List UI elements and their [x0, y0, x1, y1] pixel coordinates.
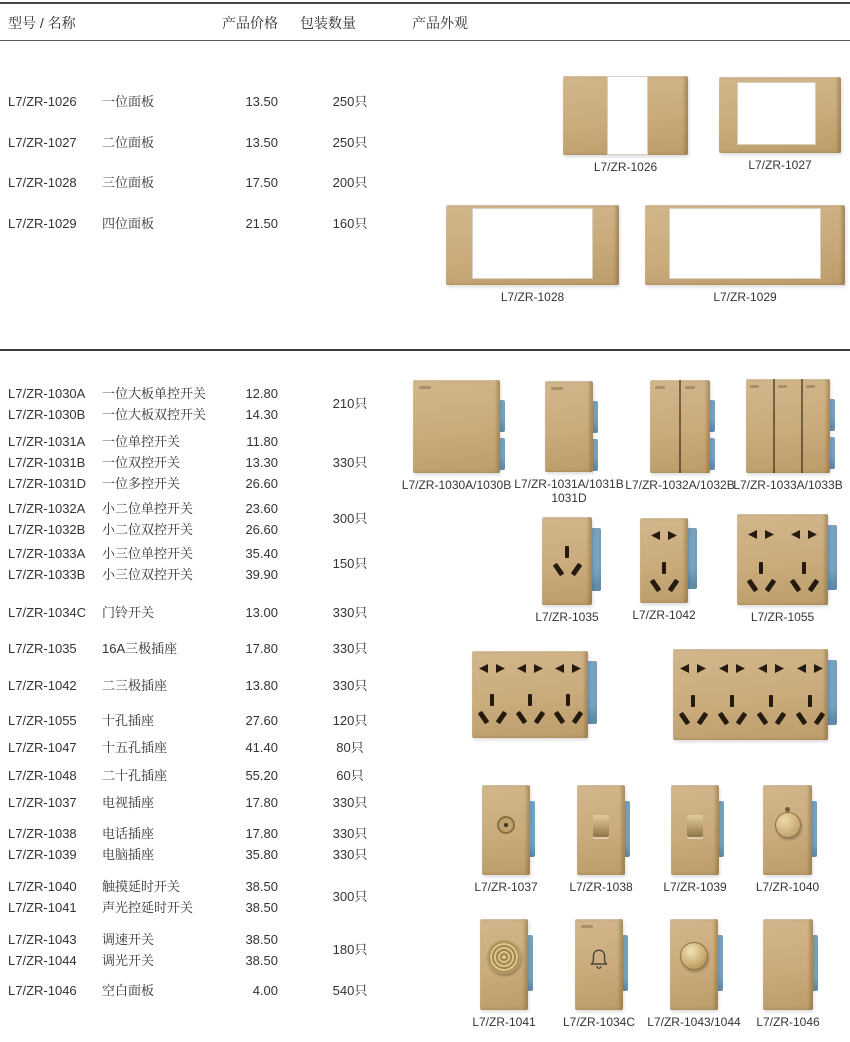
module-face: [763, 919, 813, 1010]
price-cell: 35.40: [245, 546, 278, 561]
name-cell: 门铃开关: [102, 605, 155, 620]
coax-connector-icon: [497, 816, 515, 834]
gang-divider: [773, 379, 775, 473]
panel-window: [737, 82, 816, 145]
brand-mark: [685, 386, 695, 389]
price-cell: 4.00: [252, 983, 278, 998]
price-cell: 55.20: [245, 768, 278, 783]
figure-caption: L7/ZR-1030A/1030B: [401, 478, 512, 492]
figure-caption-line2: 1031D: [551, 491, 587, 505]
switch-face: [413, 380, 500, 473]
price-cell: 13.50: [245, 94, 278, 109]
table-group-1046: [0, 980, 402, 1001]
product-figure-1033-three-gang-switch: [733, 379, 843, 492]
price-cell: 12.80: [245, 386, 278, 401]
model-cell: L7/ZR-1034C: [8, 605, 87, 620]
price-cell: 17.50: [245, 175, 278, 190]
table-group-1047: [0, 737, 402, 758]
brand-mark: [778, 385, 787, 388]
table-group-1038-1039: [0, 823, 402, 865]
product-figure-1055-ten-hole-socket: [737, 514, 828, 624]
qty-cell: 330只: [332, 641, 368, 656]
sensor-grille-icon: [487, 940, 521, 974]
table-row: [0, 163, 402, 204]
figure-caption: L7/ZR-1043/1044: [647, 1015, 741, 1029]
figure-caption: L7/ZR-1035: [535, 610, 599, 624]
touch-button-icon: [775, 812, 801, 838]
product-figure-1028-three-gang-panel: [446, 205, 619, 304]
table-group-1040-1041: [0, 876, 402, 918]
name-cell: 声光控延时开关: [102, 900, 194, 915]
name-cell: 小二位双控开关: [102, 522, 194, 537]
brand-mark: [551, 387, 563, 390]
socket-face: [640, 518, 688, 603]
figure-caption: L7/ZR-1033A/1033B: [733, 478, 843, 492]
table-group-1037: [0, 792, 402, 813]
qty-cell: 200只: [332, 175, 368, 190]
product-figure-1027-two-gang-panel: [719, 77, 841, 172]
name-cell: 小三位单控开关: [102, 546, 194, 561]
name-cell: 一位单控开关: [102, 434, 181, 449]
name-cell: 调速开关: [102, 932, 155, 947]
table-row: [0, 844, 402, 865]
qty-cell: 330只: [332, 847, 368, 862]
table-row: [0, 710, 402, 731]
qty-cell: 330只: [332, 605, 368, 620]
price-cell: 13.80: [245, 678, 278, 693]
model-cell: L7/ZR-1043: [8, 932, 77, 947]
name-cell: 四位面板: [102, 215, 155, 231]
table-group-1030: [0, 383, 402, 425]
socket-hole: [565, 546, 569, 558]
panel-window: [669, 208, 821, 279]
product-figure-1031-one-gang-switch: [514, 381, 624, 505]
qty-cell: 250只: [332, 94, 368, 109]
socket-hole: [769, 695, 773, 707]
price-cell: 35.80: [245, 847, 278, 862]
price-cell: 23.60: [245, 501, 278, 516]
figure-caption: L7/ZR-1041: [472, 1015, 536, 1029]
socket-face: [737, 514, 828, 605]
name-cell: 二三极插座: [102, 678, 168, 693]
name-cell: 一位面板: [102, 94, 155, 109]
model-cell: L7/ZR-1030A: [8, 386, 86, 401]
product-figure-1026-one-gang-panel: [563, 76, 688, 174]
model-cell: L7/ZR-1040: [8, 879, 77, 894]
table-row: [0, 765, 402, 786]
phone-jack-icon: [593, 815, 609, 837]
table-group-1055: [0, 710, 402, 731]
table-row: [0, 431, 402, 452]
qty-cell: 120只: [332, 713, 368, 728]
product-figure-1043-1044-dimmer-speed-switch: [647, 919, 741, 1029]
model-cell: L7/ZR-1032B: [8, 522, 86, 537]
table-row: [0, 602, 402, 623]
product-figure-1034c-doorbell-switch: [562, 919, 636, 1029]
model-cell: L7/ZR-1031D: [8, 476, 87, 491]
figure-caption: L7/ZR-1039: [663, 880, 727, 894]
name-cell: 二十孔插座: [102, 768, 168, 783]
figure-caption: L7/ZR-1042: [632, 608, 696, 622]
product-figure-1046-blank-panel: [756, 919, 820, 1029]
price-cell: 13.00: [245, 605, 278, 620]
socket-hole: [802, 562, 806, 574]
socket-face: [673, 649, 828, 740]
column-header-price: 产品价格: [222, 15, 278, 31]
qty-cell: 80只: [336, 740, 364, 755]
table-row: [0, 980, 402, 1001]
table-row: [0, 737, 402, 758]
gang-divider: [679, 380, 681, 473]
table-row: [0, 792, 402, 813]
model-cell: L7/ZR-1038: [8, 826, 77, 841]
table-row: [0, 473, 402, 494]
name-cell: 十孔插座: [102, 713, 155, 728]
column-header-package-qty: 包装数量: [300, 15, 356, 31]
product-figure-1039-computer-socket: [663, 785, 727, 894]
qty-cell-grouped: 300只: [332, 511, 368, 526]
column-header-appearance: 产品外观: [412, 15, 468, 31]
name-cell: 16A三极插座: [102, 641, 178, 656]
table-row: [0, 638, 402, 659]
name-cell: 小二位单控开关: [102, 501, 194, 516]
qty-cell-grouped: 300只: [332, 889, 368, 904]
model-cell: L7/ZR-1044: [8, 953, 77, 968]
product-figure-1040-touch-delay-switch: [755, 785, 820, 894]
price-cell: 17.80: [245, 641, 278, 656]
figure-caption: L7/ZR-1055: [750, 610, 815, 624]
table-group-1042: [0, 675, 402, 696]
model-cell: L7/ZR-1031A: [8, 434, 86, 449]
rj45-jack-icon: [687, 815, 703, 837]
qty-cell: 540只: [332, 983, 368, 998]
product-figure-1047-fifteen-hole-socket: [472, 651, 588, 738]
brand-mark: [419, 386, 431, 389]
table-section-panels: [0, 82, 402, 244]
model-cell: L7/ZR-1028: [8, 175, 77, 190]
price-cell: 13.50: [245, 134, 278, 150]
gang-divider: [801, 379, 803, 473]
name-cell: 一位双控开关: [102, 455, 181, 470]
name-cell: 空白面板: [102, 983, 155, 998]
socket-hole: [528, 694, 532, 706]
figure-caption: L7/ZR-1046: [756, 1015, 820, 1029]
product-figure-1038-phone-socket: [569, 785, 633, 894]
product-figure-1032-two-gang-switch: [625, 380, 735, 492]
figure-caption: L7/ZR-1028: [500, 290, 565, 304]
product-figure-1042-five-hole-socket: [632, 518, 696, 622]
switch-face: [746, 379, 830, 473]
price-cell: 14.30: [245, 407, 278, 422]
panel-window: [607, 76, 648, 155]
socket-hole: [759, 562, 763, 574]
model-cell: L7/ZR-1027: [8, 134, 77, 150]
figure-caption: L7/ZR-1029: [713, 290, 777, 304]
qty-cell: 330只: [332, 826, 368, 841]
panel-window: [472, 208, 593, 279]
name-cell: 一位大板单控开关: [102, 386, 207, 401]
table-group-1035: [0, 638, 402, 659]
figure-caption: L7/ZR-1037: [474, 880, 538, 894]
table-group-1031: [0, 431, 402, 494]
table-group-1043-1044: [0, 929, 402, 971]
socket-hole: [662, 562, 666, 574]
qty-cell: 250只: [332, 134, 368, 150]
socket-hole: [808, 695, 812, 707]
socket-hole: [490, 694, 494, 706]
price-cell: 21.50: [245, 215, 278, 231]
bell-icon: [587, 947, 611, 971]
model-cell: L7/ZR-1029: [8, 215, 77, 231]
model-cell: L7/ZR-1032A: [8, 501, 86, 516]
price-cell: 26.60: [245, 476, 278, 491]
product-figure-1030-big-plate-switch: [401, 380, 512, 492]
name-cell: 电脑插座: [102, 847, 155, 862]
socket-face: [542, 517, 592, 605]
figure-caption: L7/ZR-1026: [593, 160, 658, 174]
model-cell: L7/ZR-1048: [8, 768, 77, 783]
figure-caption: [514, 477, 623, 505]
brand-mark: [806, 385, 815, 388]
model-cell: L7/ZR-1030B: [8, 407, 86, 422]
section-divider-rule: [0, 349, 850, 351]
name-cell: 触摸延时开关: [102, 879, 181, 894]
brand-mark: [750, 385, 759, 388]
qty-cell-grouped: 180只: [332, 942, 368, 957]
table-row: [0, 823, 402, 844]
socket-hole: [566, 694, 570, 706]
column-header-model-name: 型号 / 名称: [8, 15, 76, 31]
model-cell: L7/ZR-1035: [8, 641, 77, 656]
qty-cell: 60只: [336, 768, 364, 783]
price-cell: 38.50: [245, 932, 278, 947]
figure-caption: L7/ZR-1032A/1032B: [625, 478, 735, 492]
name-cell: 小三位双控开关: [102, 567, 194, 582]
qty-cell: 330只: [332, 795, 368, 810]
table-group-1048: [0, 765, 402, 786]
table-row: [0, 204, 402, 245]
model-cell: L7/ZR-1033A: [8, 546, 86, 561]
price-cell: 39.90: [245, 567, 278, 582]
product-figure-1035-16a-socket: [535, 517, 599, 624]
model-cell: L7/ZR-1042: [8, 678, 77, 693]
switch-face: [545, 381, 593, 472]
figure-caption: L7/ZR-1040: [755, 880, 820, 894]
price-cell: 13.30: [245, 455, 278, 470]
name-cell: 十五孔插座: [102, 740, 168, 755]
qty-cell-grouped: 330只: [332, 454, 368, 470]
name-cell: 一位多控开关: [102, 476, 181, 491]
price-cell: 11.80: [246, 434, 278, 449]
figure-caption: L7/ZR-1027: [748, 158, 812, 172]
model-cell: L7/ZR-1037: [8, 795, 77, 810]
qty-cell: 330只: [332, 678, 368, 693]
product-figure-1037-tv-socket: [474, 785, 538, 894]
table-group-1034c: [0, 602, 402, 623]
table-row: [0, 675, 402, 696]
name-cell: 三位面板: [102, 175, 155, 190]
header-underline: [0, 40, 850, 41]
table-group-1032: [0, 498, 402, 540]
price-cell: 38.50: [245, 879, 278, 894]
socket-hole: [730, 695, 734, 707]
price-cell: 17.80: [245, 795, 278, 810]
qty-cell: 160只: [332, 215, 368, 231]
name-cell: 电视插座: [102, 795, 155, 810]
name-cell: 电话插座: [102, 826, 155, 841]
socket-hole: [691, 695, 695, 707]
qty-cell-grouped: 210只: [332, 396, 368, 411]
model-cell: L7/ZR-1031B: [8, 455, 86, 470]
table-row: [0, 123, 402, 164]
table-row: [0, 82, 402, 123]
model-cell: L7/ZR-1033B: [8, 567, 86, 582]
price-cell: 41.40: [245, 740, 278, 755]
figure-caption: L7/ZR-1034C: [562, 1015, 636, 1029]
table-group-1033: [0, 543, 402, 585]
qty-cell-grouped: 150只: [332, 556, 368, 571]
price-cell: 26.60: [245, 522, 278, 537]
product-figure-1048-twenty-hole-socket: [673, 649, 828, 740]
model-cell: L7/ZR-1055: [8, 713, 77, 728]
brand-mark: [655, 386, 665, 389]
price-cell: 17.80: [245, 826, 278, 841]
model-cell: L7/ZR-1047: [8, 740, 77, 755]
model-cell: L7/ZR-1039: [8, 847, 77, 862]
price-cell: 38.50: [245, 900, 278, 915]
name-cell: 二位面板: [102, 134, 155, 150]
model-cell: L7/ZR-1046: [8, 983, 77, 998]
figure-caption-line1: L7/ZR-1031A/1031B: [514, 477, 624, 491]
product-figure-1041-sound-light-delay-switch: [472, 919, 536, 1029]
name-cell: 调光开关: [102, 953, 155, 968]
model-cell: L7/ZR-1041: [8, 900, 77, 915]
name-cell: 一位大板双控开关: [102, 407, 207, 422]
top-rule: [0, 2, 850, 4]
price-cell: 38.50: [245, 953, 278, 968]
product-figure-1029-four-gang-panel: [645, 205, 845, 304]
price-cell: 27.60: [245, 713, 278, 728]
brand-mark: [581, 925, 593, 928]
figure-caption: L7/ZR-1038: [569, 880, 633, 894]
model-cell: L7/ZR-1026: [8, 94, 77, 109]
